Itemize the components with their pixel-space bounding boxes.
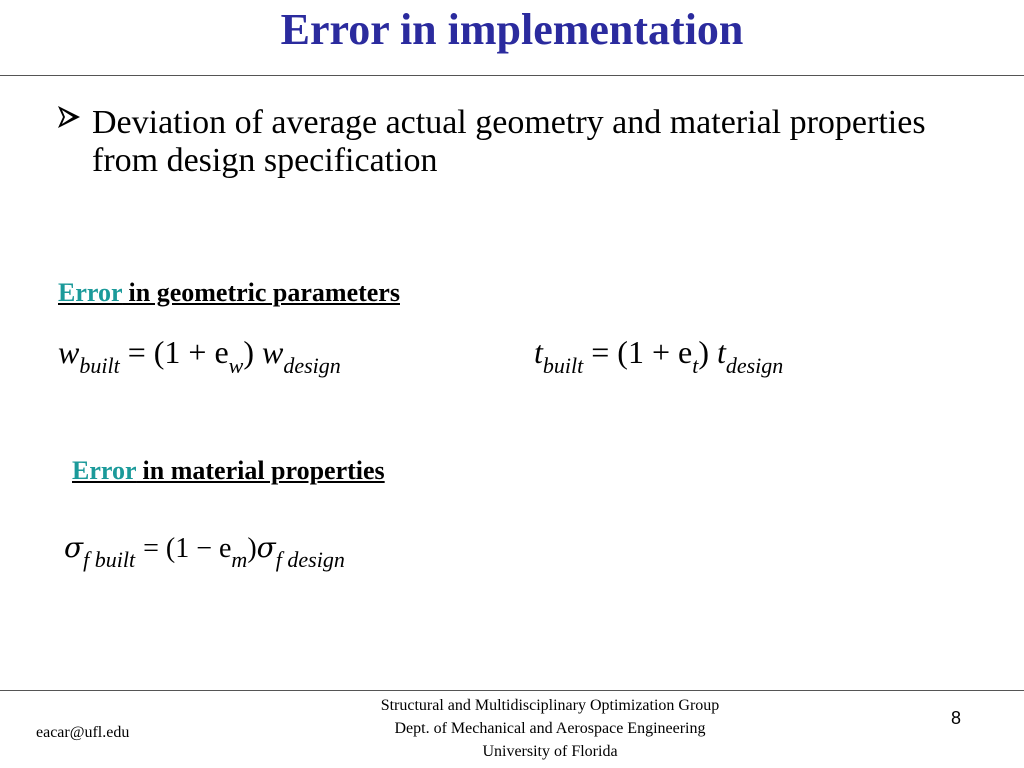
eq-t-mid: = (1 + e (591, 334, 693, 370)
eq-w-rhs: w (261, 334, 284, 370)
eq-w-lhs-sub: built (79, 353, 120, 378)
footer-line-1: Structural and Multidisciplinary Optimization Group (380, 697, 720, 714)
heading-material-error-word: Error (72, 456, 137, 485)
eq-sigma-close: ) (247, 533, 257, 564)
heading-geometric-rest: in geometric parameters (122, 278, 400, 307)
eq-t-mid-sub: t (692, 353, 699, 378)
title-divider (0, 75, 1024, 76)
eq-sigma-lhs-sub: f built (83, 547, 136, 572)
footer-line-2: Dept. of Mechanical and Aerospace Engineering (394, 720, 706, 737)
equation-sigma-built (64, 531, 345, 572)
eq-w-mid-sub: w (228, 353, 244, 378)
bullet-text: Deviation of average actual geometry and material properties from design specification (92, 104, 926, 179)
heading-geometric (58, 278, 400, 308)
eq-t-rhs: t (716, 334, 726, 370)
eq-t-lhs: t (534, 334, 543, 370)
footer-email: eacar@ufl.edu (36, 724, 130, 741)
eq-t-lhs-sub: built (542, 353, 584, 378)
eq-sigma-mid-sub: m (231, 547, 248, 572)
heading-material (72, 456, 385, 486)
eq-sigma-mid: = (1 − e (143, 533, 232, 564)
heading-material-rest: in material properties (136, 456, 385, 485)
footer-affiliation (290, 694, 810, 763)
eq-t-rhs-sub: design (725, 353, 784, 378)
heading-geometric-error-word: Error (58, 278, 123, 307)
eq-w-close: ) (243, 334, 254, 370)
equation-t-built (534, 336, 783, 377)
page-title: Error in implementation (280, 5, 744, 54)
equation-w-built (58, 336, 341, 377)
footer-line-3: University of Florida (482, 743, 618, 760)
eq-w-lhs: w (58, 334, 80, 370)
eq-sigma-rhs-sub: f design (275, 547, 345, 572)
footer-divider (0, 690, 1024, 691)
eq-sigma-rhs: σ (256, 531, 276, 564)
eq-sigma-lhs: σ (64, 531, 84, 564)
page-number: 8 (951, 708, 962, 728)
eq-w-rhs-sub: design (283, 353, 341, 378)
arrowhead-bullet-icon (56, 104, 82, 136)
eq-w-mid: = (1 + e (127, 334, 229, 370)
eq-t-close: ) (698, 334, 709, 370)
